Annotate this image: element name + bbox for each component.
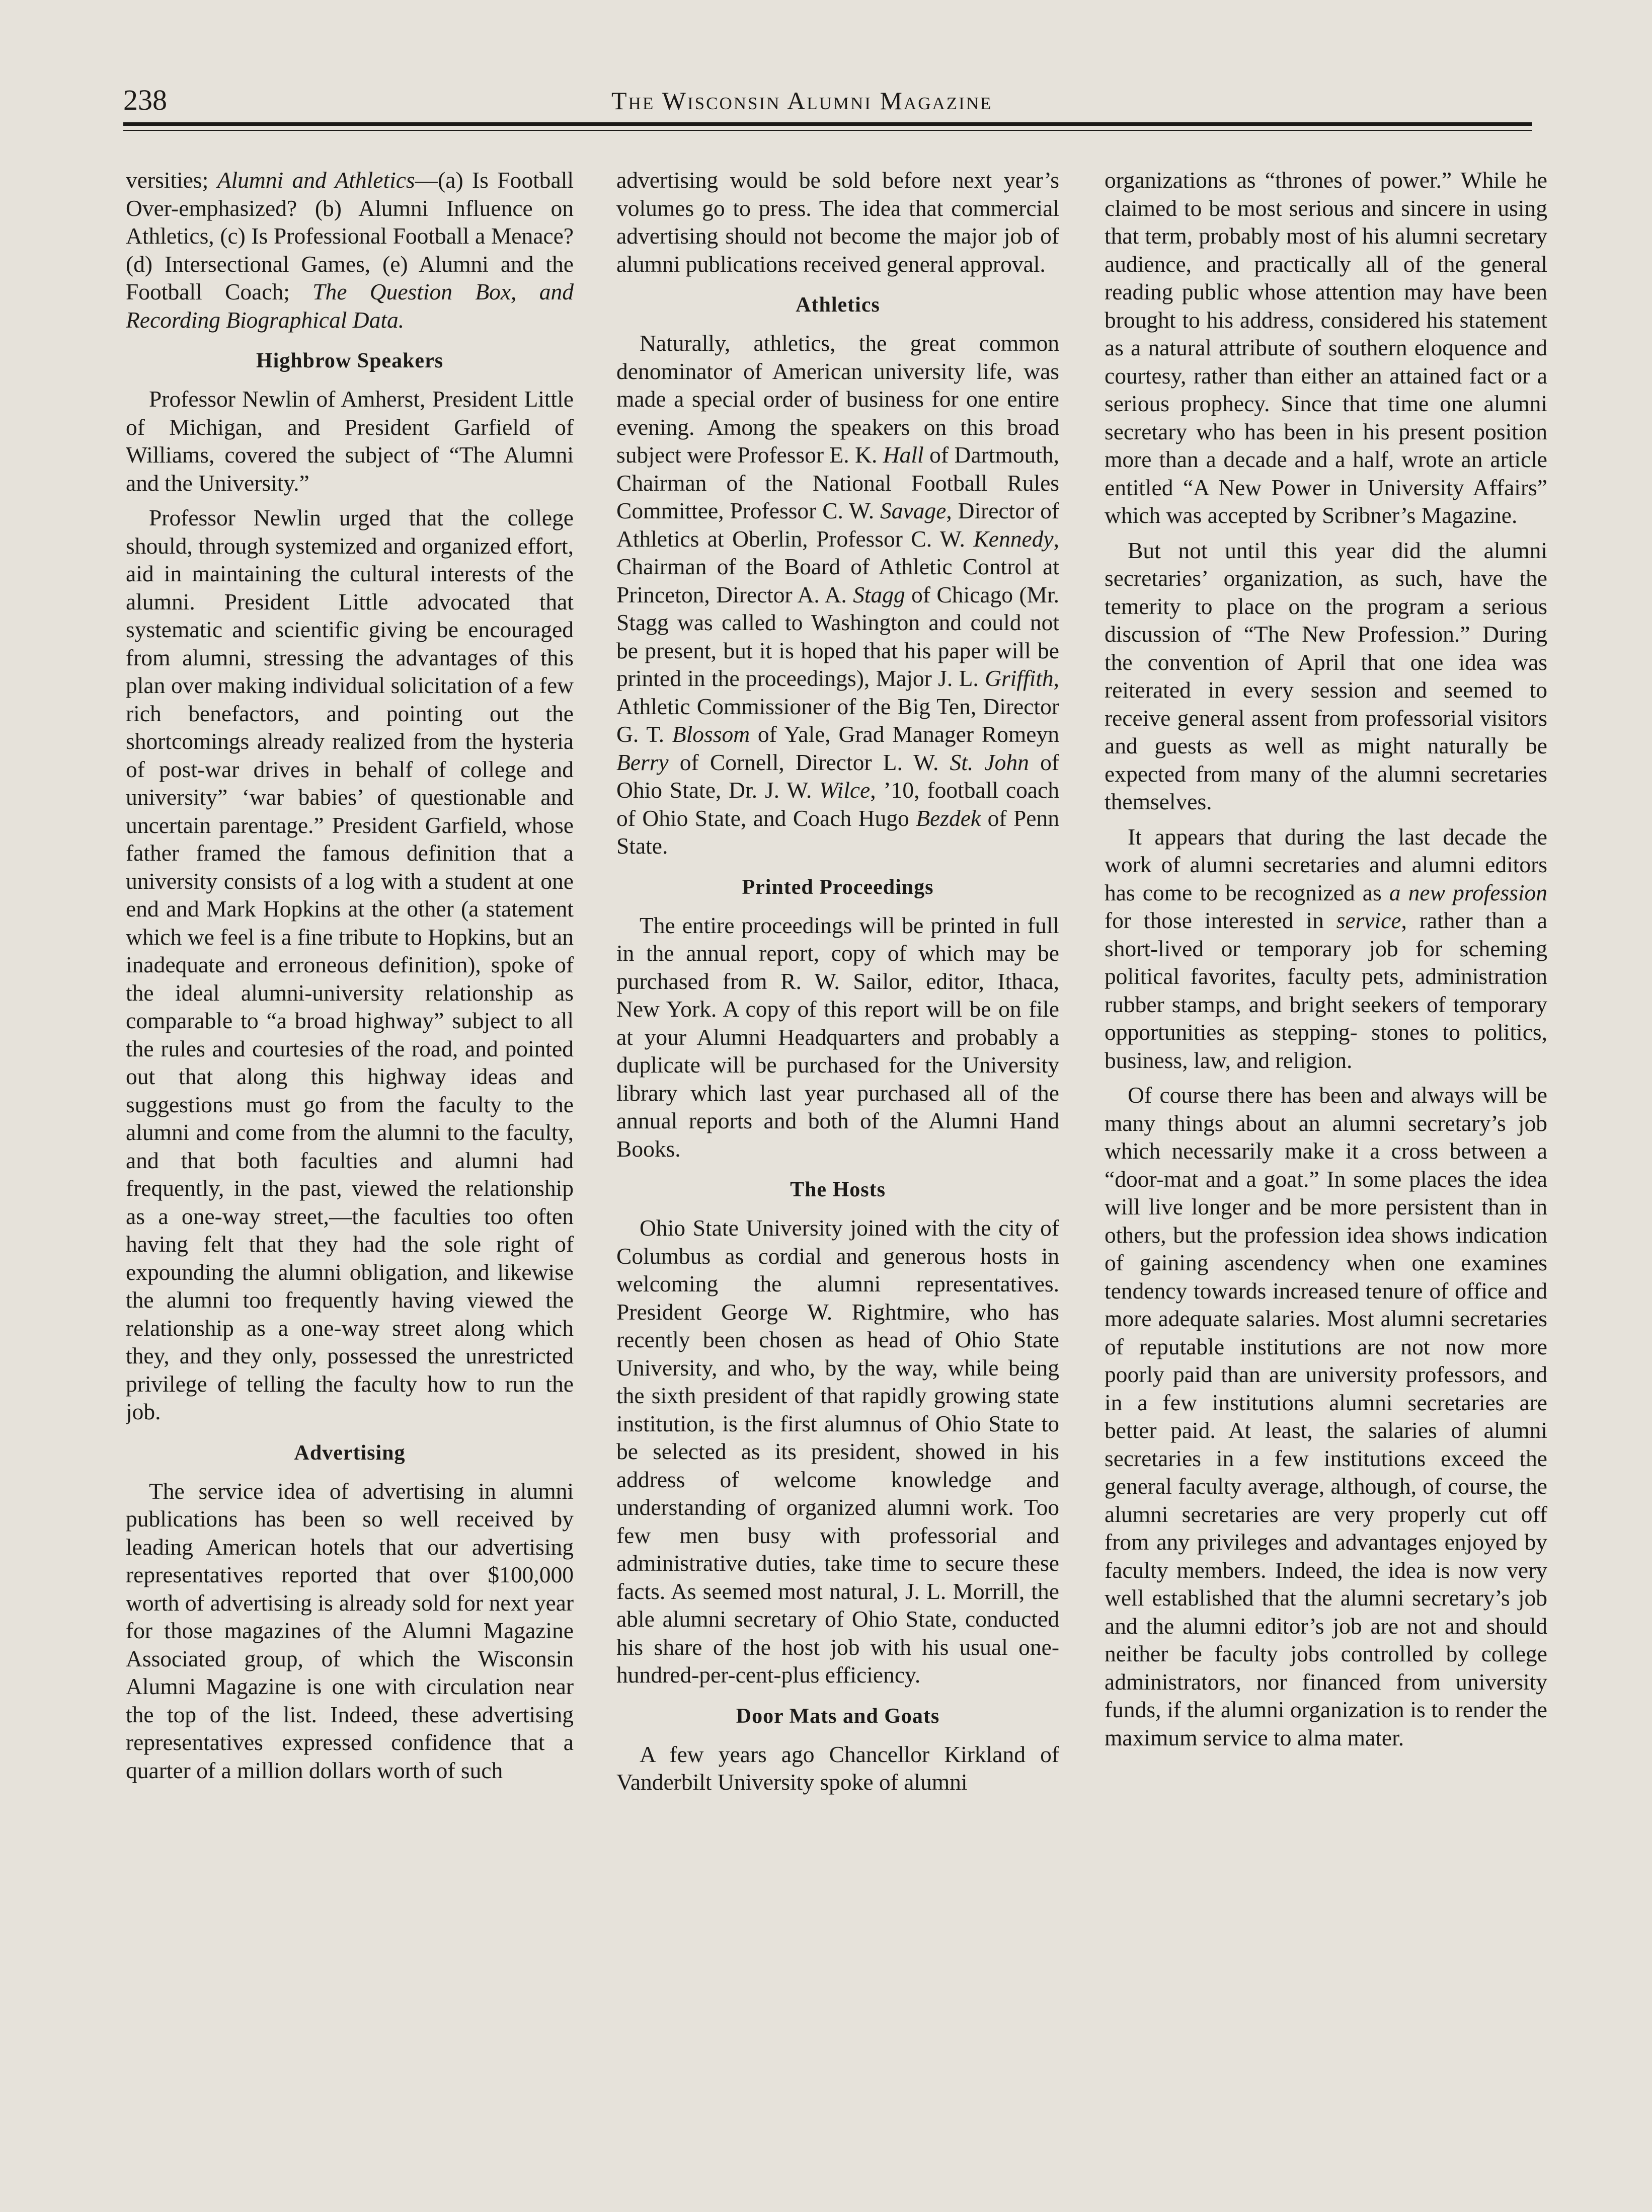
section-heading-athletics: Athletics — [796, 293, 880, 317]
paragraph: The entire proceedings will be printed in full in the annual report, copy of which may be purchased from R. W. Sailor, editor, Ithaca, New York. A copy of this report will be on file at your Alumni Headquarters and probably a duplicate will be purchased for the University library which last year purchased all of the annual reports and both of the Alumni Hand Books. — [616, 912, 1059, 1162]
paragraph: The service idea of advertising in alumni publications has been so well received by leading American hotels that our advertising representatives reported that over $100,000 worth of advertising is already sold for next year for those magazines of the Alumni Magazine Associated group, of which the Wisconsin Alumni Magazine is one with circulation near the top of the list. Indeed, these advertising representatives expressed confidence that a quarter of a million dollars worth of such — [126, 1478, 574, 1783]
column-middle — [616, 166, 1059, 2129]
paragraph: A few years ago Chancellor Kirkland of Vanderbilt University spoke of alumni — [616, 1741, 1059, 1795]
paragraph: Of course there has been and always will be many things about an alumni secretary’s job which necessarily make it a cross between a “door-mat and a goat.” In some places the idea will live longer and be more persistent than in others, but the profession idea shows indication of gaining ascendency when one examines tendency towards increased tenure of office and more adequate salaries. Most alumni secretaries of reputable institutions are not now more poorly paid than are university professors, and in a few institutions alumni secretaries are better paid. At least, the salaries of alumni secretaries in a few institutions exceed the general faculty average, although, of course, the alumni secretaries are very properly cut off from any privileges and advantages enjoyed by faculty members. Indeed, the idea is now very well established that the alumni secretary’s job and the alumni editor’s job are not and should neither be faculty jobs controlled by college administrators, nor financed from university funds, if the alumni organization is to render the maximum service to alma mater. — [1105, 1082, 1547, 1750]
running-title: The Wisconsin Alumni Magazine — [611, 87, 993, 115]
header-rule-thick — [123, 122, 1532, 126]
column-left — [126, 166, 574, 2129]
paragraph: Professor Newlin of Amherst, President Little of Michigan, and President Garfield of Williams, covered the subject of “The Alumni and the University.” — [126, 386, 574, 496]
paragraph: versities; Alumni and Athletics—(a) Is Football Over-emphasized? (b) Alumni Influence on Athletics, (c) Is Professional Football a Menace? (d) Intersectional Games, (e) Alumni and the Football Coach; The Question Box, and Recording Biographical Data. — [126, 167, 574, 333]
section-heading-advertising: Advertising — [294, 1441, 406, 1465]
paragraph: advertising would be sold before next year’s volumes go to press. The idea that commercial advertising should not become the major job of alumni publications received general approval. — [616, 167, 1059, 277]
paragraph: organizations as “thrones of power.” While he claimed to be most serious and sincere in using that term, probably most of his alumni secretary audience, and practically all of the general reading public whose attention may have been brought to his address, considered his statement as a natural attribute of southern eloquence and courtesy, rather than either an attained fact or a serious prophecy. Since that time one alumni secretary who has been in his present position more than a decade and a half, wrote an article entitled “A New Power in University Affairs” which was accepted by Scribner’s Magazine. — [1105, 167, 1547, 528]
paragraph: Ohio State University joined with the city of Columbus as cordial and generous hosts in welcoming the alumni representatives. President George W. Rightmire, who has recently been chosen as head of Ohio State University, and who, by the way, while being the sixth president of that rapidly growing state institution, is the first alumnus of Ohio State to be selected as its president, showed in his address of welcome knowledge and understanding of organized alumni work. Too few men busy with professorial and administrative duties, take time to secure these facts. As seemed most natural, J. L. Morrill, the able alumni secretary of Ohio State, conducted his share of the host job with his usual one-hundred-per-cent-plus efficiency. — [616, 1215, 1059, 1688]
paragraph: Professor Newlin urged that the college should, through systemized and organized effort, aid in maintaining the cultural interests of the alumni. President Little advocated that systematic and scientific giving be encouraged from alumni, stressing the advantages of this plan over making individual solicitation of a few rich benefactors, and pointing out the shortcomings already realized from the hysteria of post-war drives in behalf of college and university” ‘war babies’ of questionable and uncertain parentage.” President Garfield, whose father framed the famous definition that a university consists of a log with a student at one end and Mark Hopkins at the other (a statement which we feel is a fine tribute to Hopkins, but an inadequate and erroneous definition), spoke of the ideal alumni-university relationship as comparable to “a broad highway” subject to all the rules and courtesies of the road, and pointed out that along this highway ideas and suggestions must go from the faculty to the alumni and come from the alumni to the faculty, and that both faculties and alumni had frequently, in the past, viewed the relationship as a one-way street,—the faculties too often having felt that they had the sole right of expounding the alumni obligation, and likewise the alumni too frequently having viewed the relationship as a one-way street along which they, and they only, possessed the unrestricted privilege of telling the faculty how to run the job. — [126, 505, 574, 1424]
section-heading-the-hosts: The Hosts — [790, 1178, 886, 1201]
section-heading-printed-proceedings: Printed Proceedings — [742, 875, 934, 899]
section-heading-highbrow-speakers: Highbrow Speakers — [256, 349, 444, 372]
paragraph: But not until this year did the alumni secretaries’ organization, as such, have the temerity to place on the program a serious discussion of “The New Profession.” During the convention of April that one idea was reiterated in every session and seemed to receive general assent from professorial visitors and guests as well as might naturally be expected from many of the alumni secretaries themselves. — [1105, 537, 1547, 814]
paragraph: Naturally, athletics, the great common denominator of American university life, was made a special order of business for one entire evening. Among the speakers on this broad subject were Professor E. K. Hall of Dartmouth, Chairman of the National Football Rules Committee, Professor C. W. Savage, Director of Athletics at Oberlin, Professor C. W. Kennedy, Chairman of the Board of Athletic Control at Princeton, Director A. A. Stagg of Chicago (Mr. Stagg was called to Washington and could not be present, but it is hoped that his paper will be printed in the proceedings), Major J. L. Griffith, Athletic Commissioner of the Big Ten, Director G. T. Blossom of Yale, Grad Manager Romeyn Berry of Cornell, Director L. W. St. John of Ohio State, Dr. J. W. Wilce, ’10, football coach of Ohio State, and Coach Hugo Bezdek of Penn State. — [616, 330, 1059, 859]
column-right — [1105, 166, 1547, 2129]
paragraph: It appears that during the last decade the work of alumni secretaries and alumni editors has come to be recognized as a new profession for those interested in service, rather than a short-lived or temporary job for scheming political favorites, faculty pets, administration rubber stamps, and bright seekers of temporary opportunities as stepping- stones to politics, business, law, and religion. — [1105, 823, 1547, 1073]
page-header — [123, 83, 1532, 118]
header-rule-thin — [123, 130, 1532, 131]
section-heading-door-mats-and-goats: Door Mats and Goats — [736, 1704, 940, 1728]
page-number: 238 — [123, 84, 167, 116]
